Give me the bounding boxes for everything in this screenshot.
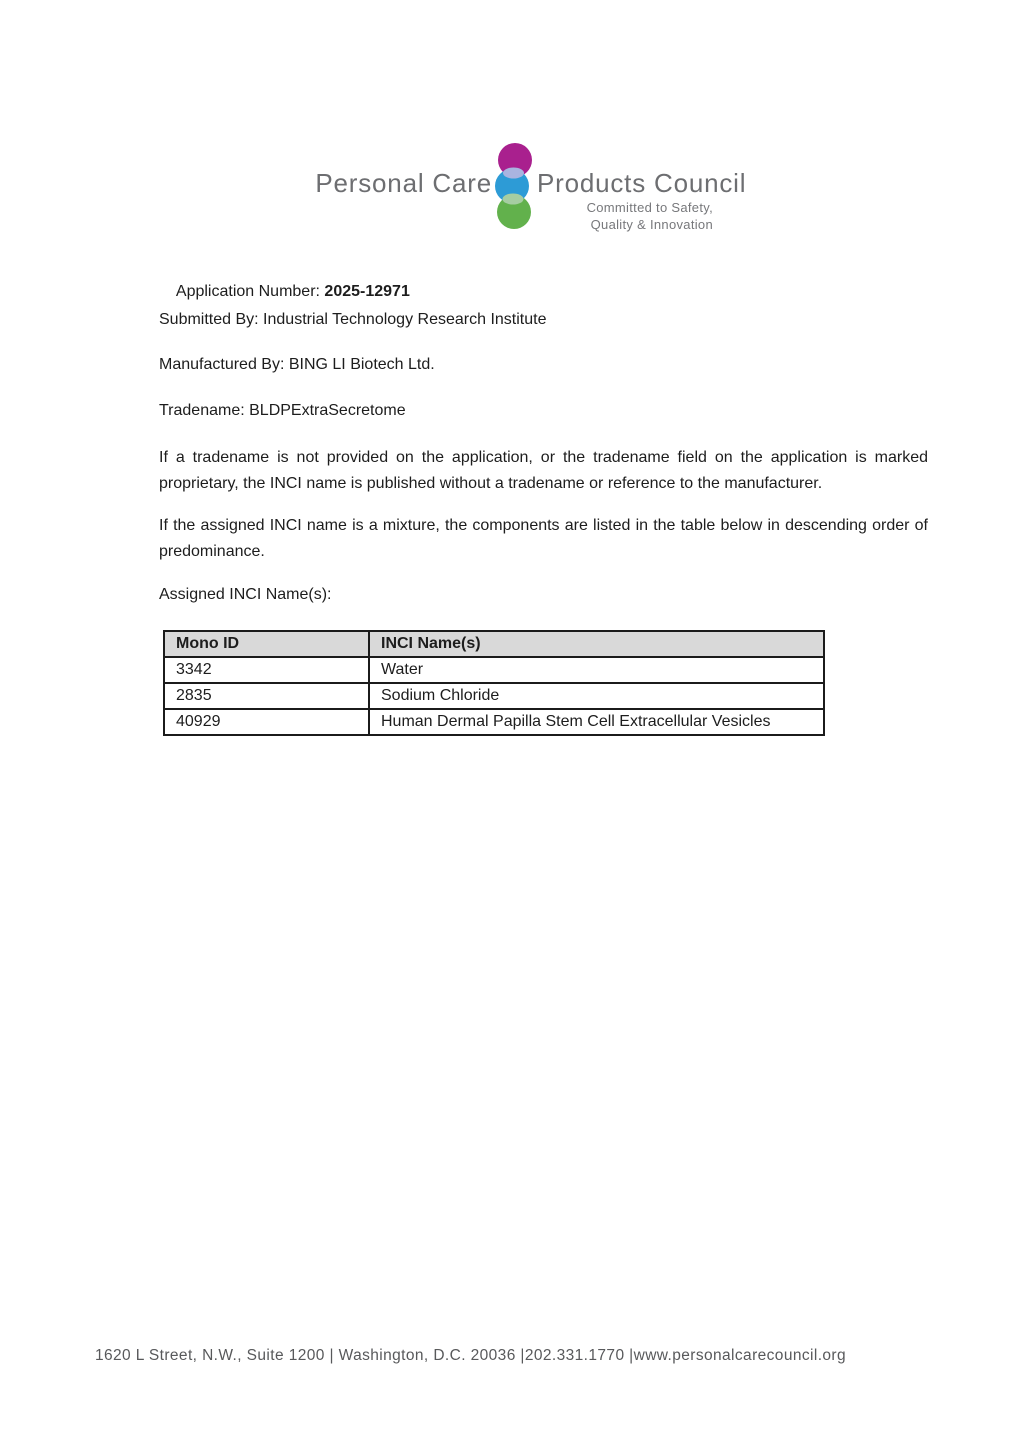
assigned-inci-label: Assigned INCI Name(s): xyxy=(159,586,332,603)
logo-circles-icon xyxy=(494,143,540,233)
logo-tagline-line1: Committed to Safety, xyxy=(586,200,713,215)
table-row xyxy=(164,657,824,683)
table-header-row xyxy=(164,631,824,657)
logo-text-products-council: Products Council xyxy=(537,168,747,198)
submitted-by-line: Submitted By: Industrial Technology Research Institute xyxy=(159,311,547,328)
header-mono-id: Mono ID xyxy=(164,631,369,657)
logo-overlap-bottom xyxy=(503,194,524,205)
table-row xyxy=(164,709,824,735)
logo-tagline xyxy=(587,200,713,233)
inci-names-table xyxy=(163,630,825,736)
inci-name-cell: Water xyxy=(369,657,824,683)
manufactured-by-line: Manufactured By: BING LI Biotech Ltd. xyxy=(159,356,435,373)
mono-id-cell: 2835 xyxy=(164,683,369,709)
logo-text-personal-care: Personal Care xyxy=(315,168,492,198)
tradename-line: Tradename: BLDPExtraSecretome xyxy=(159,402,406,419)
mono-id-cell: 3342 xyxy=(164,657,369,683)
footer-address: 1620 L Street, N.W., Suite 1200 | Washington, D.C. 20036 |202.331.1770 |www.personalcarecouncil.org xyxy=(94,1347,847,1364)
header-inci-names: INCI Name(s) xyxy=(369,631,824,657)
inci-name-cell: Sodium Chloride xyxy=(369,683,824,709)
logo-overlap-top xyxy=(503,168,524,179)
application-number-value: 2025-12971 xyxy=(324,283,410,300)
application-number-label: Application Number: xyxy=(175,283,325,300)
mixture-policy-paragraph: If the assigned INCI name is a mixture, the components are listed in the table below in descending order of predominance. xyxy=(159,517,928,560)
tradename-policy-paragraph: If a tradename is not provided on the application, or the tradename field on the application is marked proprietary, the INCI name is published without a tradename or reference to the manufacturer. xyxy=(159,449,928,492)
inci-name-cell: Human Dermal Papilla Stem Cell Extracellular Vesicles xyxy=(369,709,824,735)
logo-tagline-line2: Quality & Innovation xyxy=(590,216,713,232)
table-row xyxy=(164,683,824,709)
mono-id-cell: 40929 xyxy=(164,709,369,735)
